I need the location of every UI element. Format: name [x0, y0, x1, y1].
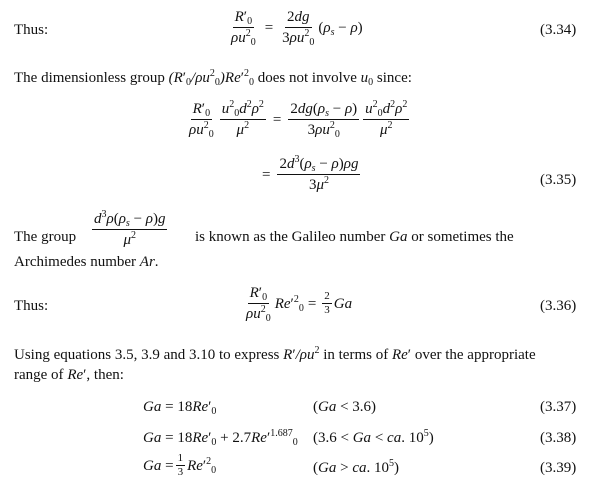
equation-number: (3.36): [540, 298, 577, 314]
fraction: $\frac{1}{3}$: [177, 452, 184, 479]
fraction: $\frac{u^2_0d^2\rho^2}{\mu^2}$: [221, 99, 264, 138]
fraction: $\frac{2dg(\rho_s - \rho)}{3\rho u^2_0}$: [290, 101, 358, 140]
fraction: $\frac{R'_0}{\rho u^2_0}$: [189, 101, 214, 140]
paragraph-using: Using equations 3.5, 3.9 and 3.10 to express $R'/\rho u^2$ in terms of Re′ over the appropriate: [14, 345, 536, 363]
equation-3-35-line-2: = $\frac{2d^3(\rho_s - \rho)\rho g}{3\mu^2}$: [262, 154, 359, 193]
equation-3-39-condition: (Ga > ca. $10^5$): [313, 458, 399, 476]
fraction: $\frac{d^3\rho(\rho_s - \rho)g}{\mu^2}$: [94, 209, 166, 248]
equation-3-36: $\frac{R'_0}{\rho u^2_0}$ $Re'^2_0$ = $\frac{2}{3}$ Ga: [246, 285, 353, 324]
paragraph-range: range of Re′, then:: [14, 367, 124, 383]
equation-3-38-condition: (3.6 < Ga < ca. $10^5$): [313, 428, 434, 446]
fraction: $\frac{u^2_0d^2\rho^2}{\mu^2}$: [365, 99, 408, 138]
fraction: $\frac{2d^3(\rho_s - \rho)\rho g}{3\mu^2}$: [279, 154, 359, 193]
equation-3-34: $\frac{R'_0}{\rho u^2_0}$ = $\frac{2dg}{3\rho u^2_0}$ $(\rho_s - \rho)$: [231, 9, 363, 48]
equation-3-39-left: Ga = $\frac{1}{3}$ $Re'^2_0$: [143, 452, 217, 479]
equation-3-37-left: $Ga = 18Re'_0$: [143, 399, 217, 417]
thus-label-2: Thus:: [14, 298, 49, 314]
group-prefix: The group: [14, 229, 77, 245]
paragraph-dimensionless-group: The dimensionless group $(R'_0/\rho u^2_0)Re'^2_0$ does not involve $u_0$ since:: [14, 68, 412, 88]
equation-number: (3.37): [540, 399, 577, 415]
galileo-group-expression: [90, 210, 169, 249]
group-suffix: is known as the Galileo number Ga or sometimes the: [195, 229, 514, 245]
equation-number: (3.34): [540, 22, 577, 38]
equation-3-37-condition: (Ga < 3.6): [313, 399, 377, 415]
equation-number: (3.39): [540, 460, 577, 476]
fraction: $\frac{R'_0}{\rho u^2_0}$: [231, 9, 256, 48]
equation-number: (3.38): [540, 430, 577, 446]
equation-3-35-line-1: $\frac{R'_0}{\rho u^2_0}$ $\frac{u^2_0d^2\rho^2}{\mu^2}$ = $\frac{2dg(\rho_s - \rho)}{3\rho u^2_0}$ $\frac{u^2_0d^2\rho^2}{\mu^2}$: [189, 99, 408, 140]
fraction: $\frac{2}{3}$: [324, 289, 330, 316]
fraction: $\frac{2dg}{3\rho u^2_0}$: [282, 9, 315, 48]
equation-number: (3.35): [540, 172, 577, 188]
equation-3-38-left: $Ga = 18Re'_0 + 2.7Re'^{1.687}_0$: [143, 428, 298, 448]
fraction: $\frac{R'_0}{\rho u^2_0}$: [246, 285, 271, 324]
archimedes-line: Archimedes number Ar.: [14, 254, 159, 270]
thus-label-1: Thus:: [14, 22, 49, 38]
